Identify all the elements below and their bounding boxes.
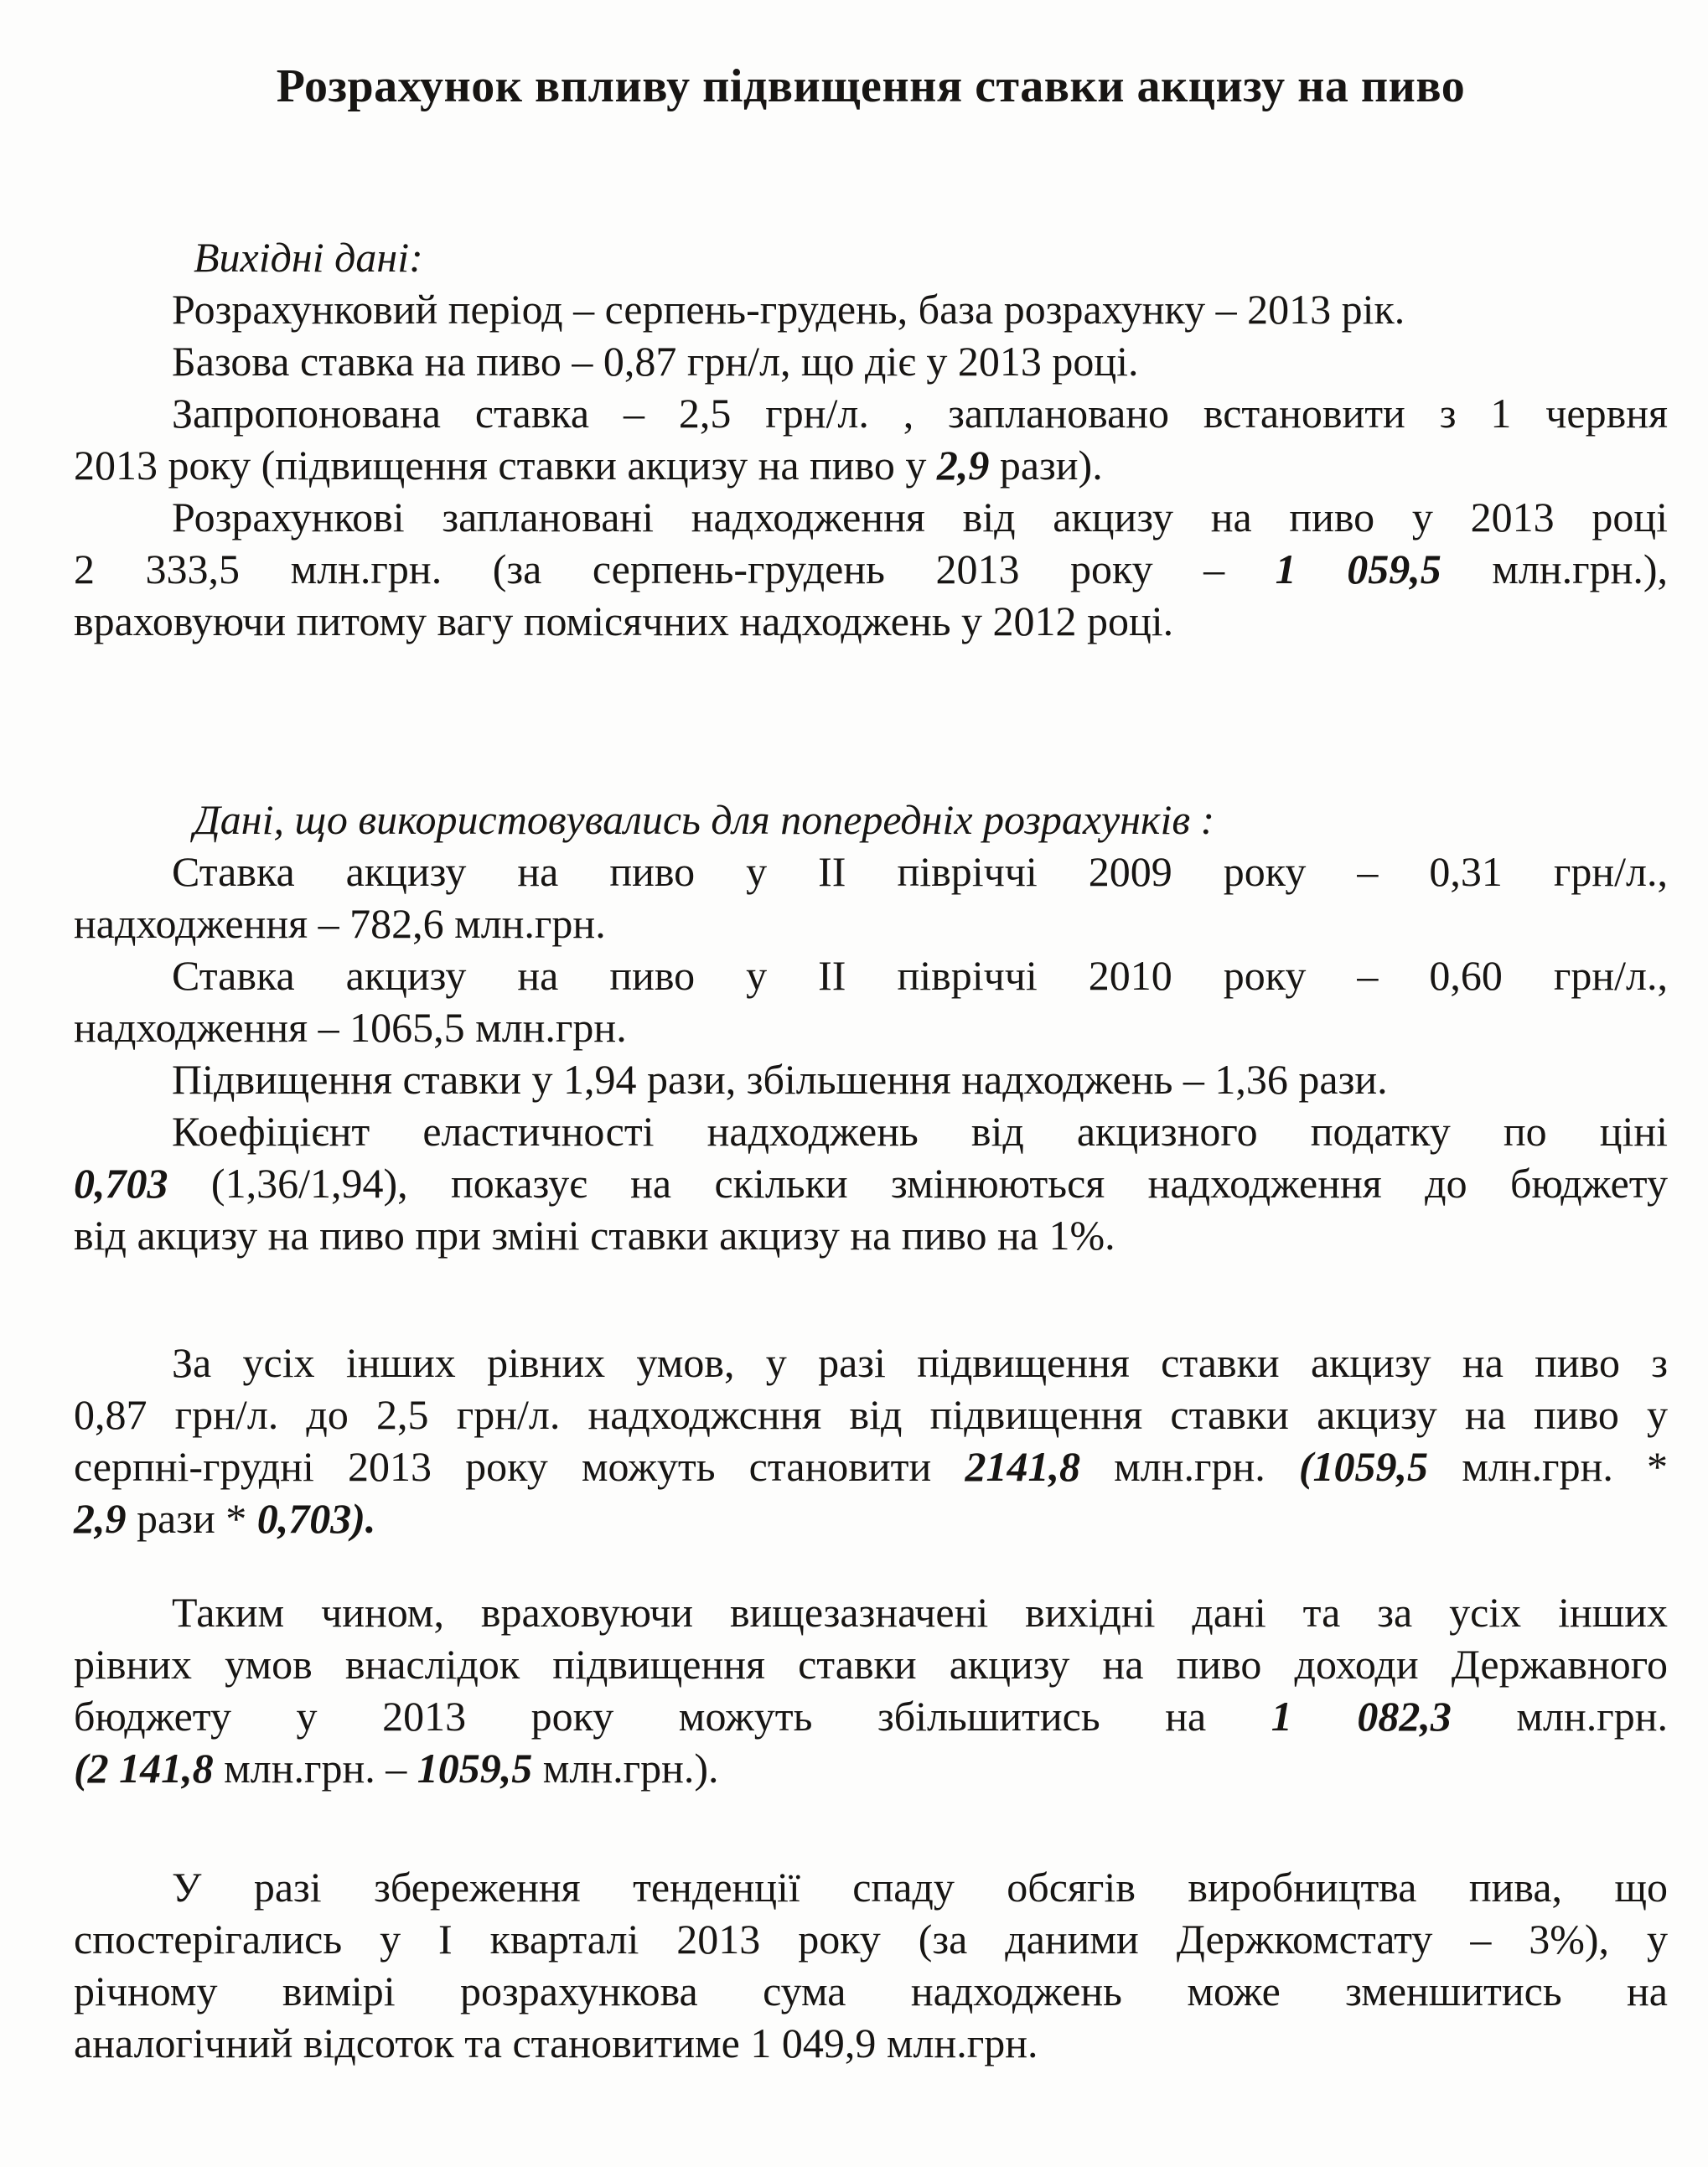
text-run: млн.грн.: [1079, 1443, 1299, 1490]
text-run: 0,87 грн/л. до 2,5 грн/л. надходжсння від підвищення ставки акцизу на пиво у: [74, 1391, 1668, 1438]
p-rate-2010: [74, 949, 1668, 1053]
text-run: 2,9: [74, 1495, 127, 1542]
text-run: надходження – 1065,5 млн.грн.: [74, 1004, 627, 1051]
text-run: рази *: [126, 1495, 257, 1542]
text-run: 1 082,3: [1271, 1693, 1452, 1740]
p-proposed-rate-line-1: [74, 387, 1668, 439]
text-run: Коефіцієнт еластичності надходжень від акцизного податку по ціні: [172, 1108, 1668, 1155]
p-base-rate: [74, 335, 1668, 387]
text-run: млн.грн.),: [1441, 546, 1669, 592]
p-increase-ratio: [74, 1053, 1668, 1105]
p-increase-ratio-line-1: [74, 1053, 1668, 1105]
text-run: Дані, що використовувались для попередніх розрахунків :: [194, 796, 1215, 843]
p-rate-2009-line-2: [74, 897, 1668, 949]
p-rate-2010-line-2: [74, 1001, 1668, 1053]
p-other-equal-line-1: [74, 1337, 1668, 1389]
p-rate-2010-line-1: [74, 949, 1668, 1001]
text-run: рівних умов внаслідок підвищення ставки акцизу на пиво доходи Державного: [74, 1641, 1668, 1688]
text-run: Розрахунковий період – серпень-грудень, база розрахунку – 2013 рік.: [172, 286, 1405, 333]
p-thus-line-2: [74, 1638, 1668, 1690]
p-decline-line-4: [74, 2017, 1668, 2069]
p-thus: [74, 1586, 1668, 1794]
text-run: 2 333,5 млн.грн. (за серпень-грудень 2013 року –: [74, 546, 1276, 592]
text-run: млн.грн. *: [1428, 1443, 1668, 1490]
p-heading-used-data: [74, 794, 1668, 846]
text-run: (1059,5: [1298, 1443, 1429, 1490]
p-thus-line-4: [74, 1742, 1668, 1794]
text-run: річному вимірі розрахункова сума надходжень може зменшитись на: [74, 1968, 1668, 2014]
p-thus-line-3: [74, 1690, 1668, 1742]
p-decline-line-3: [74, 1965, 1668, 2017]
p-elasticity: [74, 1105, 1668, 1261]
p-decline-line-2: [74, 1913, 1668, 1965]
text-run: млн.грн. –: [213, 1745, 417, 1792]
p-heading-initial-line-1: [74, 231, 1668, 283]
p-planned-revenue-line-1: [74, 491, 1668, 543]
text-run: 0,703: [74, 1160, 168, 1207]
p-period: [74, 283, 1668, 335]
text-run: 1059,5: [417, 1745, 533, 1792]
text-run: 1 059,5: [1275, 546, 1441, 592]
text-run: надходження – 782,6 млн.грн.: [74, 900, 606, 947]
text-run: Запропонована ставка – 2,5 грн/л. , заплановано встановити з 1 червня: [172, 390, 1668, 437]
p-planned-revenue-line-3: [74, 595, 1668, 647]
text-run: (1,36/1,94), показує на скільки змінюються надходження до бюджету: [168, 1160, 1668, 1207]
p-base-rate-line-1: [74, 335, 1668, 387]
text-run: 0,703).: [256, 1495, 376, 1542]
p-rate-2009: [74, 846, 1668, 949]
p-elasticity-line-2: [74, 1157, 1668, 1209]
p-heading-initial: [74, 231, 1668, 283]
document-title: Розрахунок впливу підвищення ставки акцизу на пиво: [276, 60, 1466, 112]
text-run: від акцизу на пиво при зміні ставки акцизу на пиво на 1%.: [74, 1212, 1115, 1259]
p-elasticity-line-1: [74, 1105, 1668, 1157]
p-period-line-1: [74, 283, 1668, 335]
text-run: 2,9: [936, 442, 990, 489]
p-other-equal: [74, 1337, 1668, 1544]
p-heading-used-data-line-1: [74, 794, 1668, 846]
text-run: аналогічний відсоток та становитиме 1 049,9 млн.грн.: [74, 2020, 1038, 2066]
p-planned-revenue-line-2: [74, 543, 1668, 595]
p-other-equal-line-2: [74, 1389, 1668, 1440]
text-run: Підвищення ставки у 1,94 рази, збільшення надходжень – 1,36 рази.: [172, 1056, 1388, 1103]
text-run: Ставка акцизу на пиво у ІІ півріччі 2010 року – 0,60 грн/л.,: [172, 952, 1668, 999]
p-decline: [74, 1861, 1668, 2069]
text-run: Вихідні дані:: [194, 234, 423, 281]
p-other-equal-line-3: [74, 1440, 1668, 1492]
text-run: бюджету у 2013 року можуть збільшитись на: [74, 1693, 1271, 1740]
text-run: Ставка акцизу на пиво у ІІ півріччі 2009 року – 0,31 грн/л.,: [172, 848, 1668, 895]
p-other-equal-line-4: [74, 1492, 1668, 1544]
p-proposed-rate-line-2: [74, 439, 1668, 491]
text-run: враховуючи питому вагу помісячних надходжень у 2012 році.: [74, 597, 1174, 644]
text-run: За усіх інших рівних умов, у разі підвищення ставки акцизу на пиво з: [172, 1339, 1668, 1386]
text-run: 2013 року (підвищення ставки акцизу на пиво у: [74, 442, 937, 489]
p-elasticity-line-3: [74, 1209, 1668, 1261]
p-planned-revenue: [74, 491, 1668, 647]
text-run: Таким чином, враховуючи вищезазначені вихідні дані та за усіх інших: [172, 1589, 1668, 1636]
p-decline-line-1: [74, 1861, 1668, 1913]
text-run: серпні-грудні 2013 року можуть становити: [74, 1443, 965, 1490]
text-run: Базова ставка на пиво – 0,87 грн/л, що діє у 2013 році.: [172, 338, 1139, 385]
text-run: рази).: [989, 442, 1103, 489]
text-run: млн.грн.).: [532, 1745, 719, 1792]
text-run: млн.грн.: [1451, 1693, 1669, 1740]
text-run: У разі збереження тенденції спаду обсягів виробництва пива, що: [172, 1864, 1668, 1911]
p-rate-2009-line-1: [74, 846, 1668, 897]
p-thus-line-1: [74, 1586, 1668, 1638]
text-run: Розрахункові заплановані надходження від акцизу на пиво у 2013 році: [172, 494, 1668, 540]
document-body: [74, 231, 1668, 2069]
text-run: 2141,8: [965, 1443, 1080, 1490]
p-proposed-rate: [74, 387, 1668, 491]
text-run: (2 141,8: [74, 1745, 214, 1792]
text-run: спостерігались у І кварталі 2013 року (за даними Держкомстату – 3%), у: [74, 1916, 1668, 1963]
